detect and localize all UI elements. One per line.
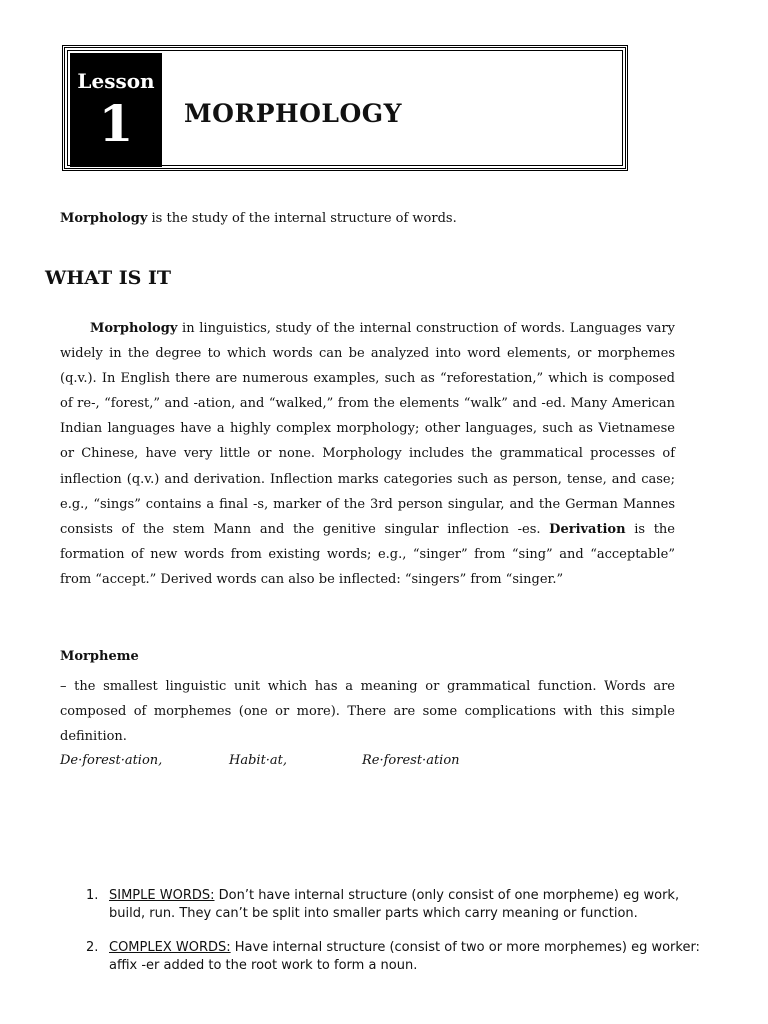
list-item-complex-words bbox=[86, 939, 711, 975]
example-deforestation: De·forest·ation, bbox=[60, 753, 163, 768]
morpheme-definition: – the smallest linguistic unit which has a meaning or grammatical function. Words are composed of morphemes (one or more). There are some complications with this simple definition. bbox=[60, 679, 675, 744]
example-habitat: Habit·at, bbox=[229, 753, 288, 768]
paragraph-term-morphology: Morphology bbox=[90, 321, 178, 336]
term-complex-words: COMPLEX WORDS: bbox=[109, 940, 231, 955]
list-number: 2. bbox=[86, 940, 99, 955]
lesson-header bbox=[62, 45, 628, 171]
paragraph-text-part1: in linguistics, study of the internal construction of words. Languages vary widely in the degree to which words can be analyzed into word elements, or morphemes (q.v.). In English there are numerous examples, such as “reforestation,” which is composed of re-, “forest,” and -ation, and “walked,” from the elements “walk” and -ed. Many American Indian languages have a highly complex morphology; other languages, such as Vietnamese or Chinese, have very little or none. Morphology includes the grammatical processes of inflection (q.v.) and derivation. Inflection marks categories such as person, tense, and case; e.g., “sings” contains a final -s, marker of the 3rd person singular, and the German Mannes consists of the stem Mann and the genitive singular inflection -es. bbox=[60, 321, 675, 537]
lesson-badge bbox=[70, 53, 162, 167]
definition-line bbox=[60, 211, 457, 226]
definition-text: is the study of the internal structure of words. bbox=[147, 211, 457, 226]
paragraph-text-part2: is the formation of new words from existing words; e.g., “singer” from “sing” and “acceptable” from “accept.” Derived words can also be inflected: “singers” from “singer.” bbox=[60, 521, 675, 587]
list-number: 1. bbox=[86, 888, 99, 903]
example-reforestation: Re·forest·ation bbox=[362, 753, 460, 768]
lesson-number: 1 bbox=[98, 94, 134, 153]
word-types-list bbox=[86, 887, 711, 991]
term-simple-words: SIMPLE WORDS: bbox=[109, 888, 215, 903]
lesson-header-inner bbox=[67, 50, 623, 166]
lesson-title: MORPHOLOGY bbox=[184, 99, 402, 128]
list-item-simple-words bbox=[86, 887, 711, 923]
paragraph-term-derivation: Derivation bbox=[549, 521, 626, 537]
simple-words-text: Don’t have internal structure (only consist of one morpheme) eg work, build, run. They can’t be split into smaller parts which carry meaning or function. bbox=[109, 888, 680, 921]
lesson-label: Lesson bbox=[77, 69, 155, 93]
morpheme-heading: Morpheme bbox=[60, 649, 139, 664]
section-heading-what-is-it: WHAT IS IT bbox=[45, 267, 171, 289]
definition-term: Morphology bbox=[60, 211, 148, 226]
complex-words-text: Have internal structure (consist of two or more morphemes) eg worker: affix -er added to the root work to form a noun. bbox=[109, 940, 700, 973]
morphology-paragraph bbox=[60, 316, 675, 592]
